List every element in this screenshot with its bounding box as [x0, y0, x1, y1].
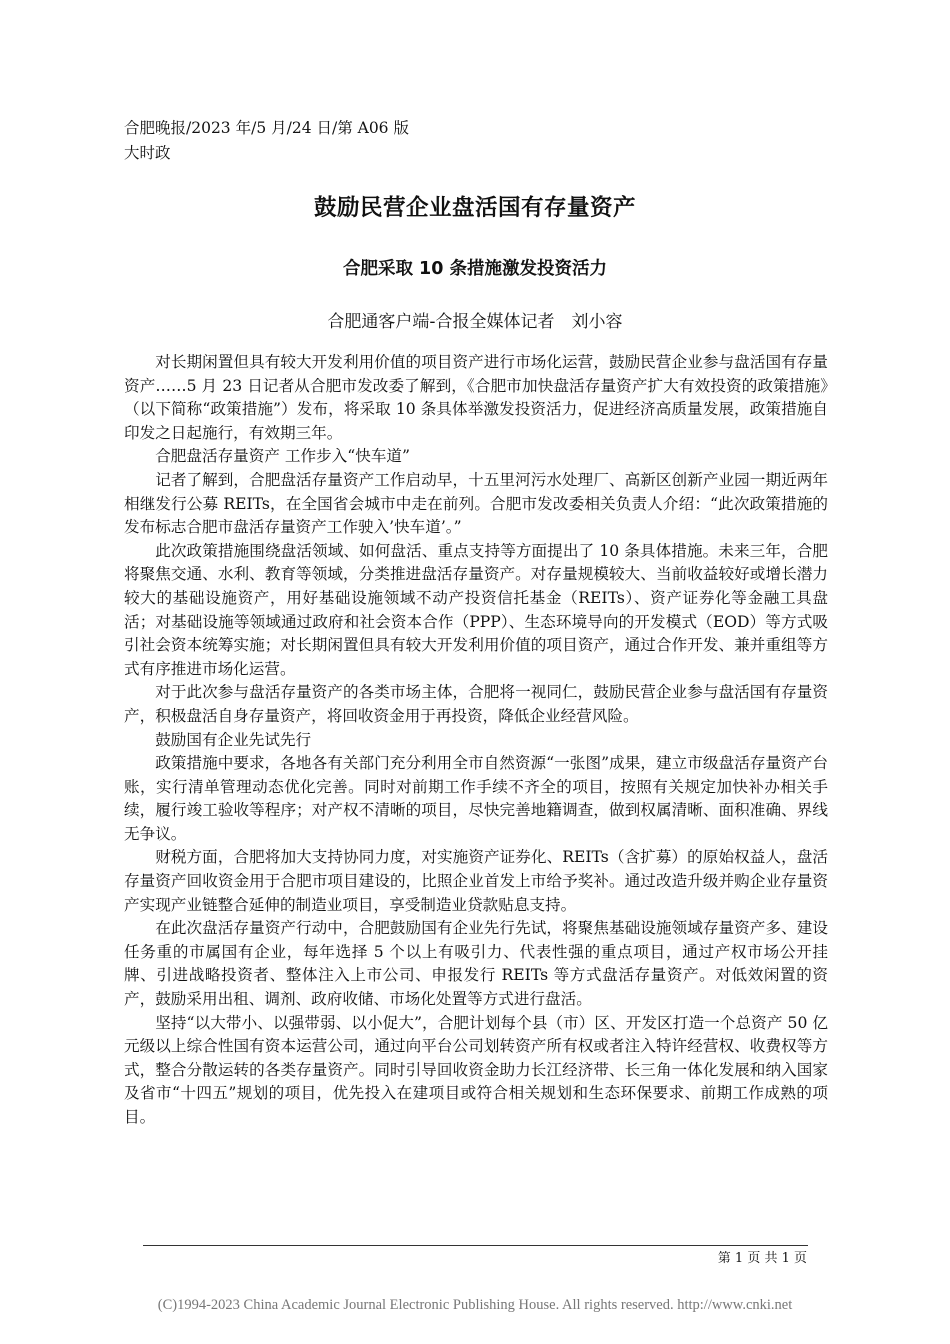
document-metadata: [124, 116, 409, 166]
article-byline: 合肥通客户端-合报全媒体记者 刘小容: [327, 312, 623, 332]
section-label: 大时政: [124, 144, 171, 162]
paragraph: 财税方面，合肥将加大支持协同力度，对实施资产证券化、REITs（含扩募）的原始权益人，盘活存量资产回收资金用于合肥市项目建设的，比照企业首发上市给予奖补。通过改造升级并购企业存量资产实现产业链整合延伸的制造业项目，享受制造业贷款贴息支持。: [124, 848, 828, 914]
paragraph: 此次政策措施围绕盘活领域、如何盘活、重点支持等方面提出了 10 条具体措施。未来三年，合肥将聚焦交通、水利、教育等领域，分类推进盘活存量资产。对存量规模较大、当前收益较好或增长潜力较大的基础设施资产，用好基础设施领域不动产投资信托基金（REITs）、资产证券化等金融工具盘活；对基础设施等领域通过政府和社会资本合作（PPP）、生态环境导向的开发模式（EOD）等方式吸引社会资本统筹实施；对长期闲置但具有较大开发利用价值的项目资产，通过合作开发、兼并重组等方式有序推进市场化运营。: [124, 541, 828, 678]
source-line: 合肥晚报/2023 年/5 月/24 日/第 A06 版: [124, 119, 409, 137]
section-heading: 合肥盘活存量资产 工作步入“快车道”: [155, 447, 410, 466]
paragraph: 坚持“以大带小、以强带弱、以小促大”，合肥计划每个县（市）区、开发区打造一个总资产 50 亿元级以上综合性国有资本运营公司，通过向平台公司划转资产所有权或者注入特许经营权、收费权等方式，整合分散运转的各类存量资产。同时引导回收资金助力长江经济带、长三角一体化发展和纳入国家及省市“十四五”规划的项目，优先投入在建项目或符合相关规划和生态环保要求、前期工作成熟的项目。: [124, 1013, 828, 1126]
paragraph: 对于此次参与盘活存量资产的各类市场主体，合肥将一视同仁，鼓励民营企业参与盘活国有存量资产，积极盘活自身存量资产，将回收资金用于再投资，降低企业经营风险。: [124, 683, 828, 725]
paragraph: 政策措施中要求，各地各有关部门充分利用全市自然资源“一张图”成果，建立市级盘活存量资产台账，实行清单管理动态优化完善。同时对前期工作手续不齐全的项目，按照有关规定加快补办相关手续，履行竣工验收等程序；对产权不清晰的项目，尽快完善地籍调查，做到权属清晰、面积准确、界线无争议。: [124, 754, 828, 843]
footer-divider: [143, 1245, 808, 1246]
article-title: 鼓励民营企业盘活国有存量资产: [313, 195, 636, 221]
page-number: 第 1 页 共 1 页: [717, 1251, 807, 1266]
section-heading: 鼓励国有企业先试先行: [155, 730, 312, 749]
paragraph: 对长期闲置但具有较大开发利用价值的项目资产进行市场化运营，鼓励民营企业参与盘活国有存量资产……5 月 23 日记者从合肥市发改委了解到，《合肥市加快盘活存量资产扩大有效投资的政策措施》（以下简称“政策措施”）发布，将采取 10 条具体举激发投资活力，促进经济高质量发展，政策措施自印发之日起施行，有效期三年。: [124, 353, 828, 442]
article-body: [124, 351, 828, 1130]
paragraph: 在此次盘活存量资产行动中，合肥鼓励国有企业先行先试，将聚焦基础设施领域存量资产多、建设任务重的市属国有企业，每年选择 5 个以上有吸引力、代表性强的重点项目，通过产权市场公开挂牌、引进战略投资者、整体注入上市公司、申报发行 REITs 等方式盘活存量资产。对低效闲置的资产，鼓励采用出租、调剂、政府收储、市场化处置等方式进行盘活。: [124, 919, 828, 1009]
copyright-notice: (C)1994-2023 China Academic Journal Electronic Publishing House. All rights reserved. http://www.cnki.net: [157, 1297, 793, 1313]
paragraph: 记者了解到，合肥盘活存量资产工作启动早，十五里河污水处理厂、高新区创新产业园一期近两年相继发行公募 REITs，在全国省会城市中走在前列。合肥市发改委相关负责人介绍：“此次政策措施的发布标志合肥市盘活存量资产工作驶入’快车道’。”: [124, 470, 828, 537]
article-subtitle: 合肥采取 10 条措施激发投资活力: [342, 259, 608, 279]
